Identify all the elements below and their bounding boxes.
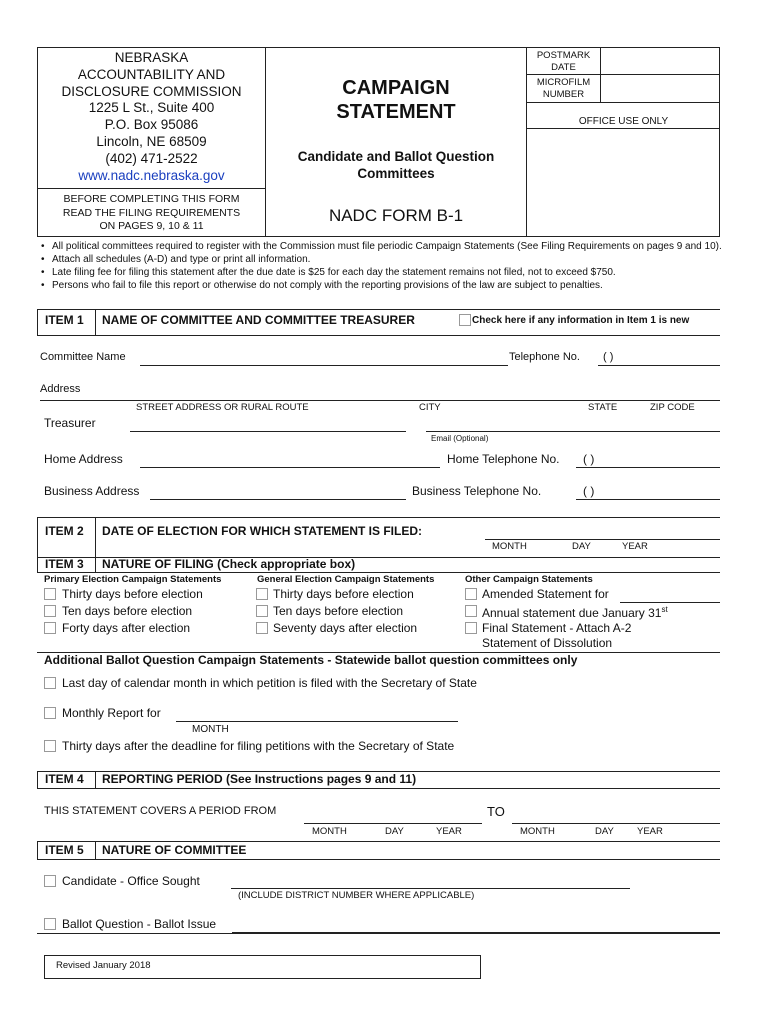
item3-header-bottom: [37, 572, 720, 573]
to-day-caption: DAY: [595, 826, 614, 837]
primary-thirty-before-checkbox[interactable]: [44, 588, 56, 600]
postmark-date-field[interactable]: [601, 48, 719, 74]
general-option-label: Ten days before election: [273, 604, 404, 618]
commission-address-line: Lincoln, NE 68509: [96, 133, 207, 149]
address-input[interactable]: [40, 400, 720, 401]
item1-header-bottom: [37, 335, 720, 336]
final-statement-label: Final Statement - Attach A-2: [482, 621, 632, 635]
form-subtitle-line: Candidate and Ballot Question: [297, 149, 495, 164]
period-to-label: TO: [487, 804, 505, 819]
primary-header: Primary Election Campaign Statements: [44, 574, 222, 585]
item1-number: ITEM 1: [45, 313, 84, 327]
period-covers-label: THIS STATEMENT COVERS A PERIOD FROM: [44, 805, 277, 817]
annual-statement-sup: st: [661, 605, 668, 614]
to-year-caption: YEAR: [637, 826, 663, 837]
telephone-label: Telephone No.: [509, 351, 580, 363]
item5-top-rule: [37, 841, 720, 842]
commission-block: [38, 50, 265, 184]
general-header: General Election Campaign Statements: [257, 574, 435, 585]
treasurer-email-input[interactable]: [426, 431, 720, 432]
item2-left-rule: [37, 517, 38, 557]
item5-title: NATURE OF COMMITTEE: [102, 843, 247, 857]
home-phone-parens: ( ): [583, 452, 595, 466]
item1-left-rule: [37, 309, 38, 335]
primary-option-label: Thirty days before election: [62, 587, 203, 601]
general-option-label: Seventy days after election: [273, 621, 418, 635]
committee-name-label: Committee Name: [40, 351, 126, 363]
amended-statement-checkbox[interactable]: [465, 588, 477, 600]
general-option-label: Thirty days before election: [273, 587, 414, 601]
item3-num-divider: [95, 557, 96, 572]
monthly-report-checkbox[interactable]: [44, 707, 56, 719]
before-note-line: BEFORE COMPLETING THIS FORM: [63, 193, 240, 205]
business-address-label: Business Address: [44, 484, 140, 498]
microfilm-label-line: MICROFILM: [536, 77, 591, 88]
instruction-item: • Late filing fee for filing this statement after the due date is $25 for each day the statement remains not filed, not to exceed $750.: [38, 266, 722, 279]
period-to-input[interactable]: [512, 823, 720, 824]
item1-new-info-checkbox[interactable]: [459, 314, 471, 326]
final-statement-label-2: Statement of Dissolution: [482, 636, 613, 650]
district-caption: (INCLUDE DISTRICT NUMBER WHERE APPLICABLE): [238, 890, 475, 901]
instruction-item: • Persons who fail to file this report or otherwise do not comply with the reporting provisions of the law are subject to penalties.: [38, 279, 722, 292]
header-divider-2: [526, 47, 527, 237]
amended-statement-input[interactable]: [620, 602, 720, 603]
instruction-item: • All political committees required to register with the Commission must file periodic Campaign Statements (See Filing Requirements on pages 9 and 10).: [38, 240, 722, 253]
before-note: [38, 193, 265, 234]
microfilm-number-field[interactable]: [601, 75, 719, 101]
committee-name-input[interactable]: [140, 365, 508, 366]
office-use-divider: [526, 128, 720, 129]
commission-phone: (402) 471-2522: [105, 150, 198, 166]
item4-num-divider: [95, 771, 96, 788]
item5-left-rule: [37, 841, 38, 859]
before-note-line: READ THE FILING REQUIREMENTS: [62, 206, 241, 219]
postmark-label-line: DATE: [551, 62, 576, 73]
zip-caption: ZIP CODE: [650, 402, 695, 413]
item2-top-rule: [37, 517, 720, 518]
candidate-checkbox[interactable]: [44, 875, 56, 887]
last-day-checkbox[interactable]: [44, 677, 56, 689]
item1-title: NAME OF COMMITTEE AND COMMITTEE TREASURER: [102, 313, 415, 327]
general-thirty-before-checkbox[interactable]: [256, 588, 268, 600]
annual-statement-text: Annual statement due January 31: [482, 606, 662, 620]
commission-address-line: P.O. Box 95086: [104, 117, 199, 133]
postmark-label: [527, 50, 600, 74]
item3-left-rule: [37, 557, 38, 572]
from-year-caption: YEAR: [436, 826, 462, 837]
form-subtitle-line: Committees: [357, 166, 435, 181]
item4-left-rule: [37, 771, 38, 788]
item4-header-bottom: [37, 788, 720, 789]
candidate-label: Candidate - Office Sought: [62, 874, 200, 888]
primary-ten-before-checkbox[interactable]: [44, 605, 56, 617]
item5-num-divider: [95, 841, 96, 859]
general-ten-before-checkbox[interactable]: [256, 605, 268, 617]
email-caption: Email (Optional): [431, 434, 489, 443]
item2-month-caption: MONTH: [492, 541, 527, 552]
commission-name-line: NEBRASKA: [114, 50, 189, 65]
home-address-label: Home Address: [44, 452, 123, 466]
item2-num-divider: [95, 517, 96, 557]
form-title: [266, 76, 526, 124]
annual-statement-checkbox[interactable]: [465, 605, 477, 617]
from-month-caption: MONTH: [312, 826, 347, 837]
state-caption: STATE: [588, 402, 618, 413]
monthly-report-label: Monthly Report for: [62, 706, 161, 720]
ballot-question-checkbox[interactable]: [44, 918, 56, 930]
business-phone-input[interactable]: [576, 499, 720, 500]
home-phone-label: Home Telephone No.: [447, 452, 560, 466]
item2-day-caption: DAY: [572, 541, 591, 552]
item2-year-caption: YEAR: [622, 541, 648, 552]
commission-name-line: DISCLOSURE COMMISSION: [61, 83, 242, 99]
monthly-report-month-caption: MONTH: [192, 724, 229, 735]
form-bottom-rule: [37, 933, 720, 934]
item2-title: DATE OF ELECTION FOR WHICH STATEMENT IS FILED:: [102, 524, 422, 538]
treasurer-input[interactable]: [130, 431, 406, 432]
revised-label: Revised January 2018: [56, 960, 151, 971]
item4-title: REPORTING PERIOD (See Instructions pages 9 and 11): [102, 772, 417, 786]
city-caption: CITY: [419, 402, 441, 413]
business-phone-parens: ( ): [583, 484, 595, 498]
item2-number: ITEM 2: [45, 524, 84, 538]
amended-statement-label: Amended Statement for: [482, 587, 609, 601]
street-caption: STREET ADDRESS OR RURAL ROUTE: [136, 402, 309, 413]
thirty-after-deadline-label: Thirty days after the deadline for filing petitions with the Secretary of State: [62, 739, 455, 753]
address-label: Address: [40, 383, 81, 395]
item1-num-divider: [95, 309, 96, 335]
item3-number: ITEM 3: [45, 557, 84, 571]
final-statement-checkbox[interactable]: [465, 622, 477, 634]
home-address-input[interactable]: [140, 467, 440, 468]
other-header: Other Campaign Statements: [465, 574, 593, 585]
item5-number: ITEM 5: [45, 843, 84, 857]
from-day-caption: DAY: [385, 826, 404, 837]
election-date-input[interactable]: [485, 539, 720, 540]
additional-title: Additional Ballot Question Campaign Statements - Statewide ballot question committees only: [44, 653, 578, 667]
general-seventy-after-checkbox[interactable]: [256, 622, 268, 634]
annual-statement-label: [482, 605, 668, 621]
business-address-input[interactable]: [150, 499, 406, 500]
item1-top-rule: [37, 309, 720, 310]
to-month-caption: MONTH: [520, 826, 555, 837]
microfilm-divider: [526, 102, 720, 103]
telephone-parens: ( ): [603, 351, 614, 363]
item3-title: NATURE OF FILING (Check appropriate box): [102, 557, 356, 571]
treasurer-label: Treasurer: [44, 416, 96, 430]
form-number: NADC FORM B-1: [328, 206, 464, 225]
postmark-label-line: POSTMARK: [536, 50, 591, 61]
telephone-input[interactable]: [598, 365, 720, 366]
business-phone-label: Business Telephone No.: [412, 484, 542, 498]
instructions-list: [38, 240, 722, 292]
item1-new-info-label: Check here if any information in Item 1 is new: [472, 315, 690, 326]
primary-option-label: Forty days after election: [62, 621, 191, 635]
office-use-label: OFFICE USE ONLY: [578, 116, 669, 127]
form-title-line: STATEMENT: [336, 101, 456, 123]
ballot-question-label: Ballot Question - Ballot Issue: [62, 917, 217, 931]
form-title-line: CAMPAIGN: [342, 77, 450, 99]
header-left-divider: [37, 188, 265, 189]
instruction-item: • Attach all schedules (A-D) and type or print all information.: [38, 253, 722, 266]
last-day-label: Last day of calendar month in which petition is filed with the Secretary of State: [62, 676, 477, 690]
home-phone-input[interactable]: [576, 467, 720, 468]
commission-website-link[interactable]: www.nadc.nebraska.gov: [78, 167, 225, 183]
commission-name-line: ACCOUNTABILITY AND: [77, 66, 226, 82]
commission-address-line: 1225 L St., Suite 400: [88, 100, 215, 116]
microfilm-label: [527, 77, 600, 101]
office-sought-input[interactable]: [231, 888, 630, 889]
primary-option-label: Ten days before election: [62, 604, 193, 618]
microfilm-label-line: NUMBER: [542, 89, 585, 100]
item5-header-bottom: [37, 859, 720, 860]
before-note-line: ON PAGES 9, 10 & 11: [99, 220, 204, 232]
form-subtitle: [266, 148, 526, 182]
monthly-report-input[interactable]: [176, 721, 458, 722]
thirty-after-deadline-checkbox[interactable]: [44, 740, 56, 752]
primary-forty-after-checkbox[interactable]: [44, 622, 56, 634]
item4-number: ITEM 4: [45, 772, 84, 786]
period-from-input[interactable]: [304, 823, 482, 824]
